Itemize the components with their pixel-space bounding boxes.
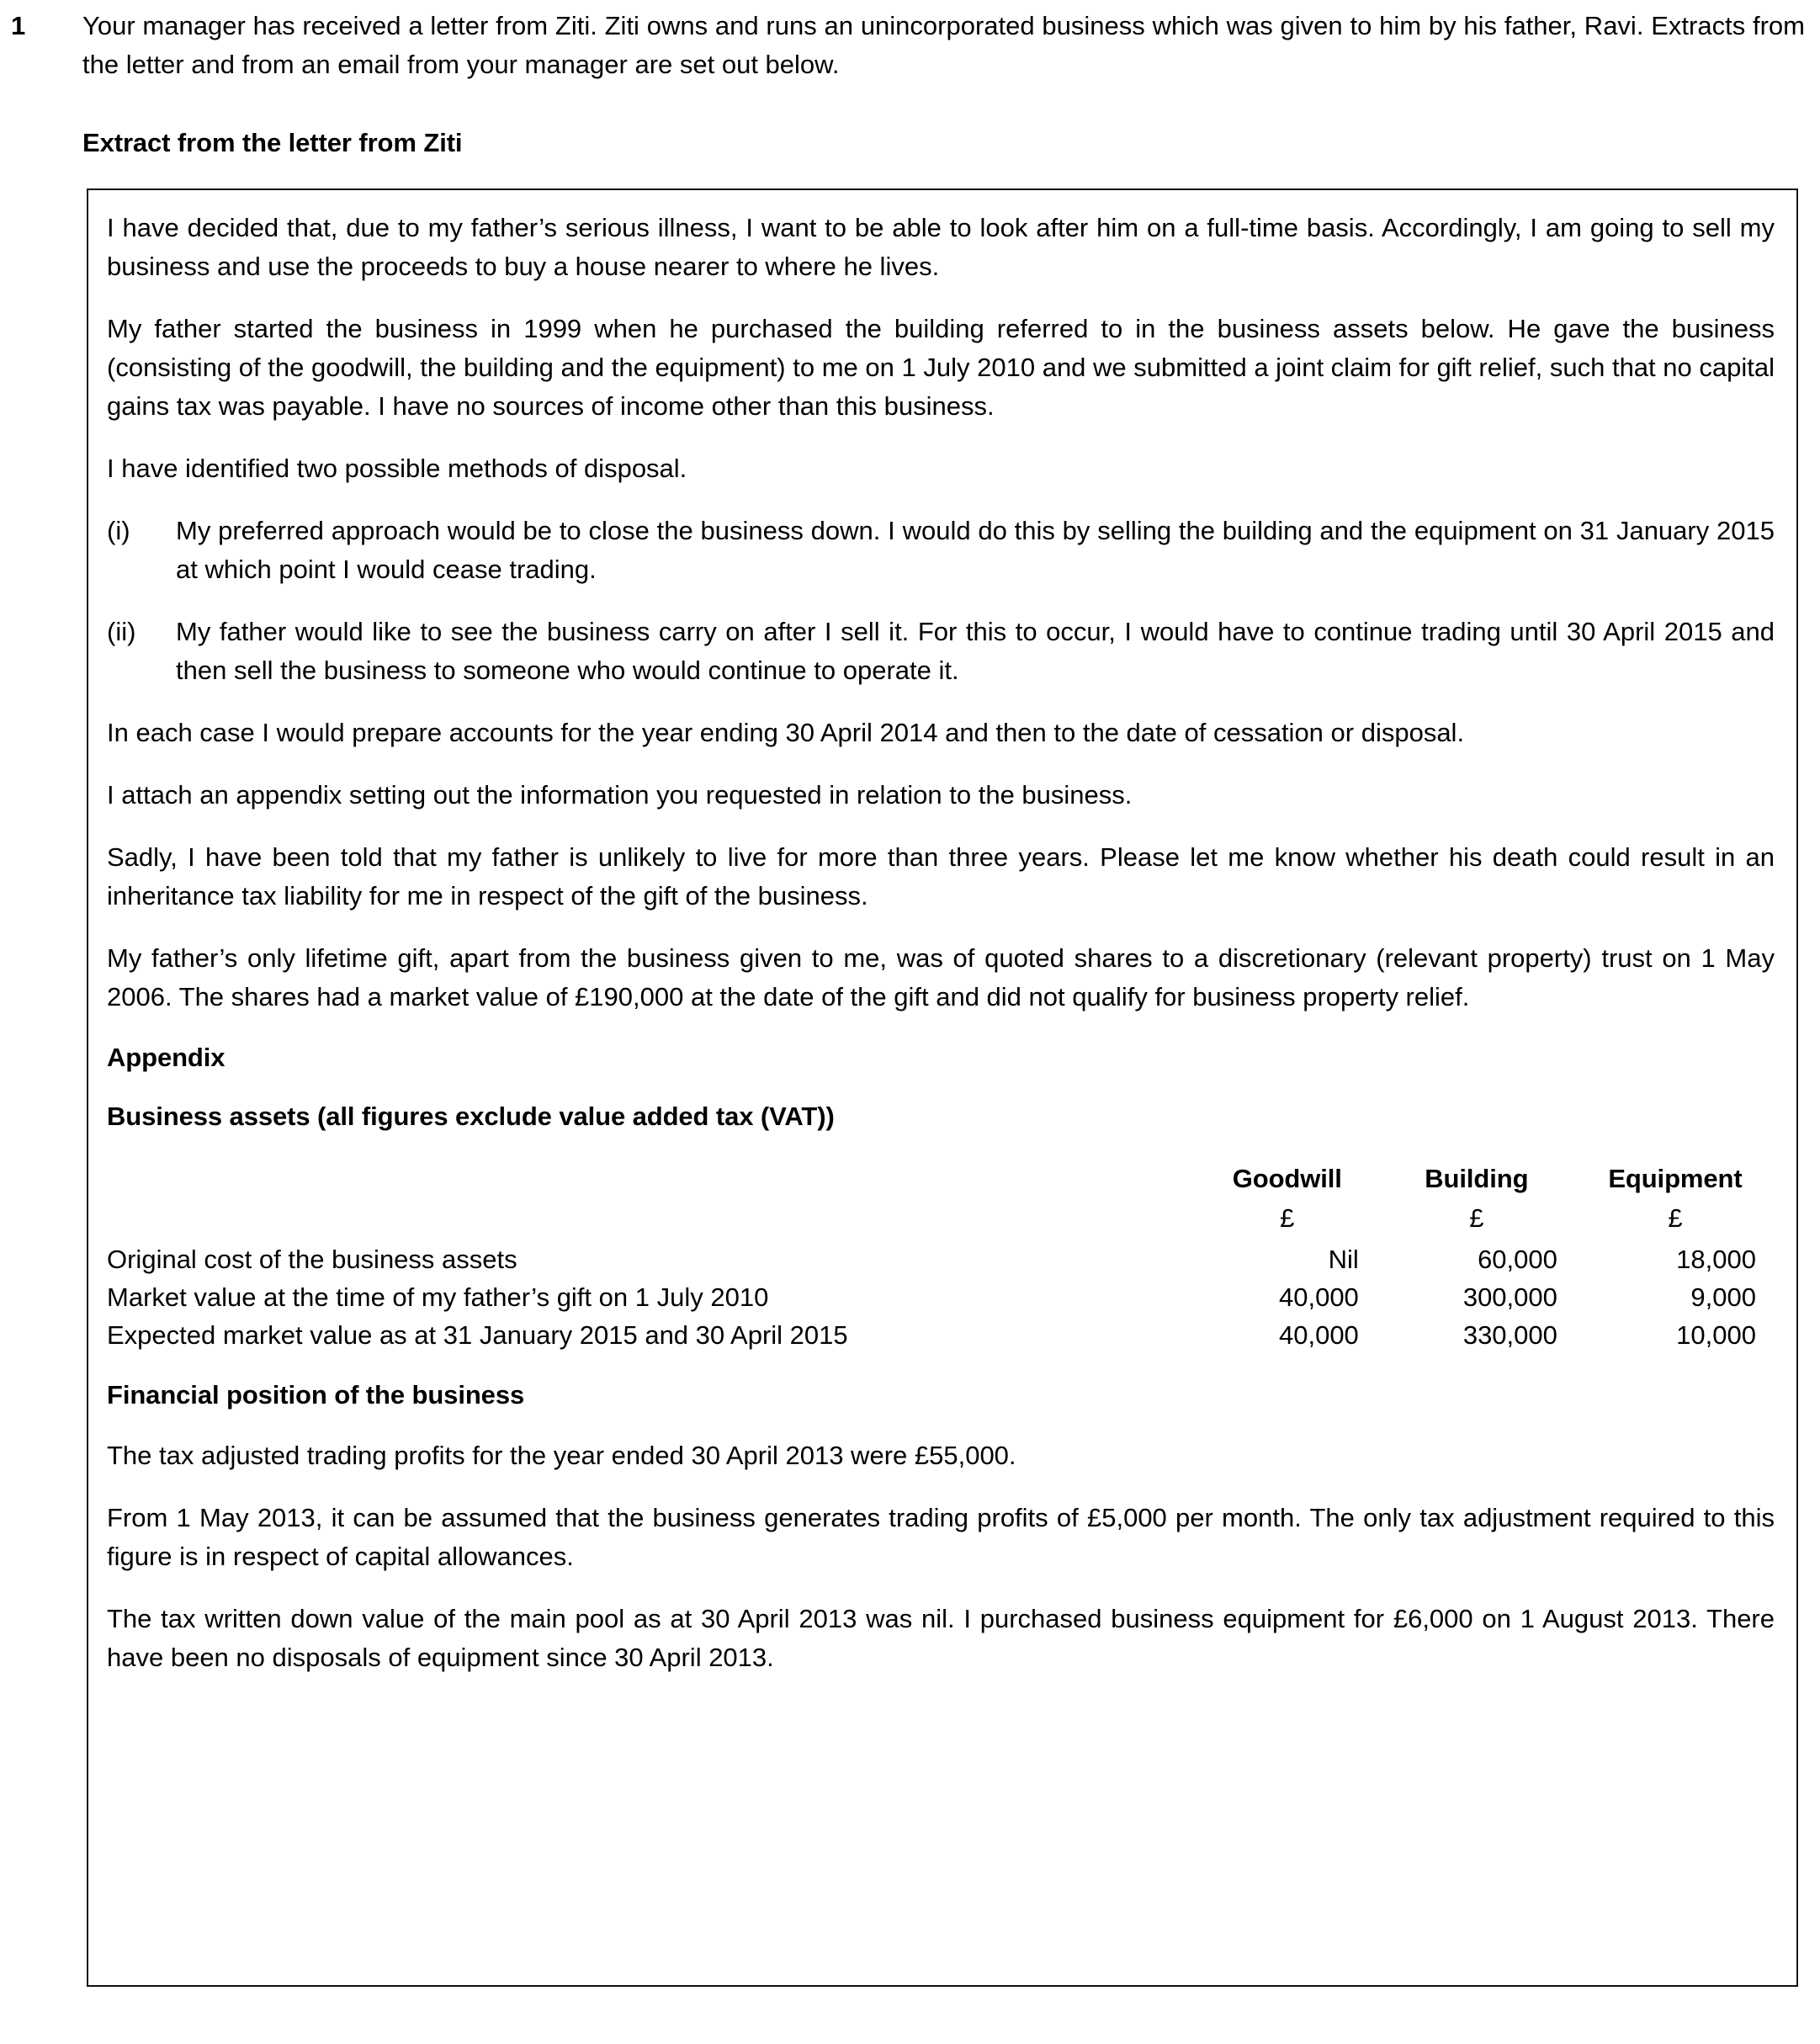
currency-symbol-equipment: £	[1668, 1203, 1683, 1233]
table-cell-building: 300,000	[1462, 1282, 1557, 1312]
table-row	[107, 1278, 1775, 1316]
table-header-equipment: Equipment	[1608, 1164, 1743, 1193]
table-currency-row	[107, 1199, 1775, 1240]
extract-source-heading: Extract from the letter from Ziti	[82, 128, 463, 157]
list-item	[107, 512, 1775, 589]
list-item-marker: (ii)	[107, 617, 136, 646]
table-row-label: Original cost of the business assets	[107, 1245, 517, 1274]
list-item-marker: (i)	[107, 516, 130, 545]
table-header-goodwill: Goodwill	[1232, 1164, 1342, 1193]
financial-position-heading: Financial position of the business	[107, 1380, 525, 1410]
table-cell-equipment: 9,000	[1690, 1282, 1756, 1312]
question-stem-text: Your manager has received a letter from Ziti. Ziti owns and runs an unincorporated business which was given to him by his father, Ravi. Extracts from the letter and from an email from your manager are set out below.	[82, 11, 1805, 79]
letter-paragraph: The tax written down value of the main pool as at 30 April 2013 was nil. I purchased business equipment for £6,000 on 1 August 2013. There have been no disposals of equipment since 30 April 2013.	[107, 1604, 1775, 1672]
letter-paragraph: The tax adjusted trading profits for the year ended 30 April 2013 were £55,000.	[107, 1441, 1016, 1470]
business-assets-table	[107, 1160, 1775, 1354]
disposal-methods-list	[107, 512, 1775, 690]
list-item-text: My preferred approach would be to close the business down. I would do this by selling the building and the equipment on 31 January 2015 at which point I would cease trading.	[176, 516, 1775, 584]
table-currency-blank	[107, 1199, 1197, 1240]
table-cell-goodwill: Nil	[1328, 1245, 1359, 1274]
question-stem	[0, 7, 1820, 84]
letter-paragraph: I attach an appendix setting out the information you requested in relation to the business.	[107, 780, 1133, 810]
table-row	[107, 1240, 1775, 1278]
business-assets-heading: Business assets (all figures exclude value added tax (VAT))	[107, 1102, 835, 1131]
table-cell-building: 60,000	[1478, 1245, 1557, 1274]
letter-paragraph: In each case I would prepare accounts for the year ending 30 April 2014 and then to the date of cessation or disposal.	[107, 718, 1465, 747]
table-row-label: Market value at the time of my father’s gift on 1 July 2010	[107, 1282, 769, 1312]
list-item-text: My father would like to see the business carry on after I sell it. For this to occur, I would have to continue trading until 30 April 2015 and then sell the business to someone who would continue to operate it.	[176, 617, 1775, 685]
table-header-blank	[107, 1160, 1197, 1199]
table-cell-building: 330,000	[1462, 1320, 1557, 1350]
letter-paragraph: My father started the business in 1999 when he purchased the building referred to in the business assets below. He gave the business (consisting of the goodwill, the building and the equipment) to me on 1 July 2010 and we submitted a joint claim for gift relief, such that no capital gains tax was payable. I have no sources of income other than this business.	[107, 314, 1775, 421]
letter-paragraph: I have decided that, due to my father’s serious illness, I want to be able to look after him on a full-time basis. Accordingly, I am going to sell my business and use the proceeds to buy a house nearer to where he lives.	[107, 213, 1775, 281]
table-cell-equipment: 18,000	[1676, 1245, 1756, 1274]
table-row-label: Expected market value as at 31 January 2015 and 30 April 2015	[107, 1320, 848, 1350]
list-item	[107, 613, 1775, 690]
table-header-row	[107, 1160, 1775, 1199]
letter-paragraph: From 1 May 2013, it can be assumed that the business generates trading profits of £5,000 per month. The only tax adjustment required to this figure is in respect of capital allowances.	[107, 1503, 1775, 1571]
appendix-heading: Appendix	[107, 1043, 226, 1072]
table-cell-goodwill: 40,000	[1278, 1320, 1359, 1350]
currency-symbol-building: £	[1469, 1203, 1484, 1233]
letter-extract-box	[87, 188, 1798, 1987]
table-cell-goodwill: 40,000	[1278, 1282, 1359, 1312]
letter-paragraph: My father’s only lifetime gift, apart from the business given to me, was of quoted shares to a discretionary (relevant property) trust on 1 May 2006. The shares had a market value of £190,000 at the date of the gift and did not qualify for business property relief.	[107, 943, 1775, 1011]
table-row	[107, 1316, 1775, 1354]
question-number: 1	[11, 11, 26, 40]
letter-paragraph: I have identified two possible methods of disposal.	[107, 454, 687, 483]
letter-paragraph: Sadly, I have been told that my father is unlikely to live for more than three years. Please let me know whether his death could result in an inheritance tax liability for me in respect of the gift of the business.	[107, 842, 1775, 911]
table-cell-equipment: 10,000	[1676, 1320, 1756, 1350]
table-header-building: Building	[1425, 1164, 1529, 1193]
currency-symbol-goodwill: £	[1280, 1203, 1295, 1233]
